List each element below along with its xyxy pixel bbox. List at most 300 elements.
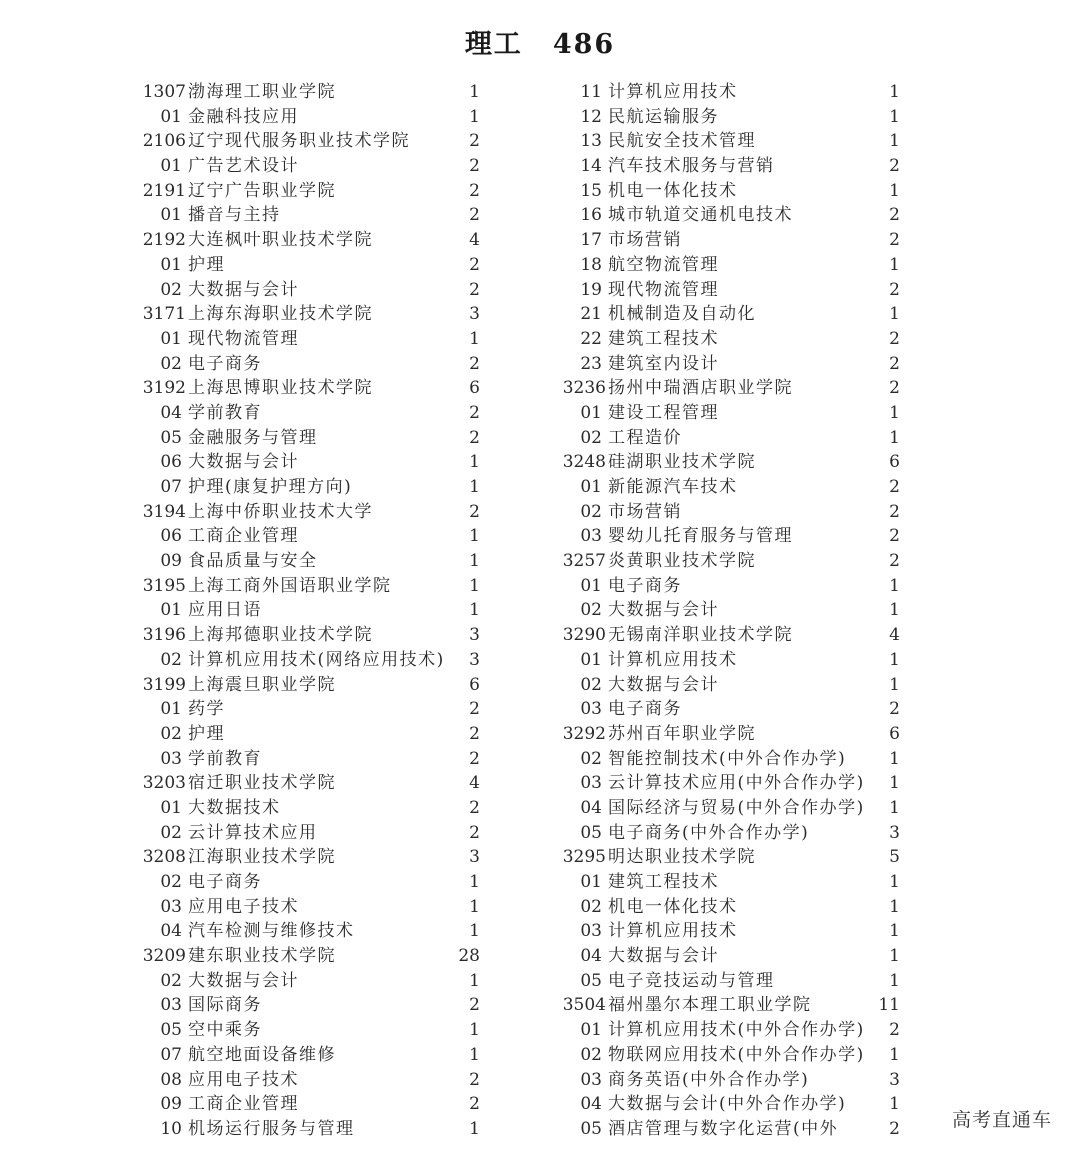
row-name: 国际经济与贸易(中外合作办学): [608, 797, 865, 818]
row-name: 学前教育: [188, 748, 262, 769]
major-row: [560, 598, 900, 623]
row-count: 2: [469, 995, 480, 1016]
row-count: 1: [889, 649, 900, 670]
major-row: [560, 1068, 900, 1093]
row-count: 1: [889, 180, 900, 201]
row-count: 2: [469, 156, 480, 177]
row-name: 航空物流管理: [608, 254, 719, 275]
row-code: 09: [160, 551, 182, 572]
row-code: 2192: [142, 230, 186, 251]
major-row: [560, 870, 900, 895]
major-row: [560, 105, 900, 130]
row-name: 电子商务(中外合作办学): [608, 822, 810, 843]
row-name: 航空地面设备维修: [188, 1044, 336, 1065]
row-count: 3: [469, 847, 480, 868]
row-name: 民航运输服务: [608, 106, 719, 127]
row-count: 4: [469, 773, 480, 794]
row-name: 市场营销: [608, 501, 682, 522]
row-count: 6: [469, 378, 480, 399]
row-count: 6: [889, 452, 900, 473]
row-code: 03: [160, 896, 182, 917]
row-name: 江海职业技术学院: [188, 847, 336, 868]
row-code: 17: [580, 230, 602, 251]
row-code: 03: [160, 995, 182, 1016]
major-row: [140, 105, 480, 130]
major-row: [140, 1092, 480, 1117]
row-name: 计算机应用技术: [608, 82, 738, 102]
major-row: [560, 500, 900, 525]
major-row: [140, 549, 480, 574]
row-code: 02: [160, 723, 182, 744]
row-code: 3208: [142, 847, 186, 868]
row-code: 02: [580, 501, 602, 522]
major-row: [560, 129, 900, 154]
major-row: [560, 228, 900, 253]
major-row: [560, 1117, 900, 1142]
row-name: 计算机应用技术: [608, 921, 738, 942]
row-name: 计算机应用技术(网络应用技术): [188, 649, 445, 670]
right-column: [560, 80, 900, 1142]
row-name: 大数据与会计: [608, 674, 719, 695]
row-count: 6: [889, 723, 900, 744]
major-row: [560, 969, 900, 994]
major-row: [140, 598, 480, 623]
major-row: [560, 327, 900, 352]
row-code: 01: [580, 575, 602, 596]
row-name: 机电一体化技术: [608, 896, 738, 917]
row-name: 炎黄职业技术学院: [608, 551, 756, 572]
school-row: [140, 771, 480, 796]
row-code: 04: [580, 797, 602, 818]
major-row: [560, 154, 900, 179]
row-code: 3257: [562, 551, 606, 572]
row-count: 1: [889, 748, 900, 769]
row-code: 01: [580, 1020, 602, 1041]
major-row: [560, 919, 900, 944]
row-name: 福州墨尔本理工职业学院: [608, 995, 812, 1016]
row-code: 02: [580, 427, 602, 448]
row-name: 渤海理工职业学院: [188, 82, 336, 102]
row-count: 3: [889, 1069, 900, 1090]
row-name: 智能控制技术(中外合作办学): [608, 748, 847, 769]
row-count: 2: [469, 822, 480, 843]
major-row: [140, 253, 480, 278]
row-count: 2: [889, 1020, 900, 1041]
major-row: [140, 993, 480, 1018]
major-row: [140, 895, 480, 920]
row-code: 03: [580, 1069, 602, 1090]
row-count: 1: [469, 106, 480, 127]
row-code: 01: [160, 600, 182, 621]
row-count: 1: [889, 600, 900, 621]
row-code: 04: [160, 921, 182, 942]
watermark: 高考直通车: [951, 1109, 1052, 1131]
row-name: 工商企业管理: [188, 1094, 299, 1115]
row-code: 04: [580, 1094, 602, 1115]
row-count: 1: [889, 427, 900, 448]
row-count: 2: [889, 1118, 900, 1139]
row-name: 金融服务与管理: [188, 427, 318, 448]
row-name: 应用日语: [188, 600, 262, 621]
row-count: 1: [889, 575, 900, 596]
row-count: 2: [889, 279, 900, 300]
row-name: 市场营销: [608, 230, 682, 251]
row-code: 3290: [562, 625, 606, 646]
row-name: 上海邦德职业技术学院: [188, 625, 373, 646]
row-name: 工商企业管理: [188, 526, 299, 547]
school-row: [140, 80, 480, 105]
major-row: [140, 722, 480, 747]
row-name: 辽宁现代服务职业技术学院: [188, 131, 410, 152]
row-code: 02: [580, 748, 602, 769]
row-name: 电子商务: [608, 575, 682, 596]
row-code: 02: [160, 279, 182, 300]
row-name: 建筑工程技术: [608, 872, 719, 892]
row-code: 18: [580, 254, 602, 275]
school-row: [560, 549, 900, 574]
row-code: 05: [580, 1118, 602, 1139]
row-count: 1: [889, 674, 900, 695]
row-code: 05: [160, 427, 182, 448]
major-row: [560, 771, 900, 796]
row-name: 机场运行服务与管理: [188, 1118, 355, 1139]
row-count: 1: [889, 131, 900, 152]
row-code: 3196: [142, 625, 186, 646]
row-count: 2: [469, 427, 480, 448]
major-row: [140, 278, 480, 303]
school-row: [140, 302, 480, 327]
row-count: 1: [469, 551, 480, 572]
row-code: 14: [580, 156, 602, 177]
major-row: [140, 524, 480, 549]
major-row: [140, 203, 480, 228]
school-row: [560, 993, 900, 1018]
row-count: 5: [889, 847, 900, 868]
row-code: 02: [160, 353, 182, 374]
major-row: [140, 352, 480, 377]
major-row: [140, 919, 480, 944]
row-count: 2: [469, 205, 480, 226]
row-code: 3195: [142, 575, 186, 596]
major-row: [140, 1068, 480, 1093]
row-count: 1: [469, 896, 480, 917]
row-count: 1: [469, 82, 480, 102]
major-row: [560, 821, 900, 846]
school-row: [140, 500, 480, 525]
major-row: [140, 648, 480, 673]
row-count: 2: [469, 353, 480, 374]
row-name: 建东职业技术学院: [188, 946, 336, 967]
row-code: 02: [160, 872, 182, 892]
row-code: 02: [580, 1044, 602, 1065]
row-name: 建设工程管理: [608, 402, 719, 423]
row-count: 2: [889, 353, 900, 374]
row-name: 播音与主持: [188, 205, 281, 226]
major-row: [560, 401, 900, 426]
row-name: 金融科技应用: [188, 106, 299, 127]
row-count: 28: [458, 946, 480, 967]
row-code: 04: [160, 402, 182, 423]
row-count: 1: [469, 452, 480, 473]
row-code: 01: [160, 254, 182, 275]
row-code: 02: [580, 896, 602, 917]
row-count: 2: [469, 797, 480, 818]
row-count: 2: [889, 328, 900, 349]
row-name: 上海思博职业技术学院: [188, 378, 373, 399]
row-code: 04: [580, 946, 602, 967]
school-row: [140, 623, 480, 648]
major-row: [140, 969, 480, 994]
row-code: 03: [580, 699, 602, 720]
row-count: 6: [469, 674, 480, 695]
row-count: 1: [889, 254, 900, 275]
row-code: 3295: [562, 847, 606, 868]
row-count: 1: [469, 526, 480, 547]
row-count: 1: [889, 82, 900, 102]
row-name: 机电一体化技术: [608, 180, 738, 201]
row-name: 药学: [188, 699, 225, 720]
row-code: 2191: [142, 180, 186, 201]
row-code: 03: [580, 773, 602, 794]
left-column: [140, 80, 480, 1142]
row-code: 1307: [142, 82, 186, 102]
row-count: 1: [889, 896, 900, 917]
school-row: [140, 845, 480, 870]
row-count: 1: [889, 872, 900, 892]
row-count: 2: [469, 1069, 480, 1090]
major-row: [560, 426, 900, 451]
row-name: 物联网应用技术(中外合作办学): [608, 1044, 865, 1065]
row-code: 3171: [142, 304, 186, 325]
row-code: 23: [580, 353, 602, 374]
row-count: 1: [469, 328, 480, 349]
major-row: [140, 1117, 480, 1142]
row-count: 4: [889, 625, 900, 646]
row-count: 1: [889, 946, 900, 967]
school-row: [560, 623, 900, 648]
row-name: 大数据与会计: [188, 970, 299, 991]
row-code: 06: [160, 526, 182, 547]
row-code: 05: [580, 970, 602, 991]
major-row: [560, 895, 900, 920]
row-code: 03: [580, 526, 602, 547]
row-count: 2: [889, 526, 900, 547]
row-count: 2: [889, 551, 900, 572]
row-code: 12: [580, 106, 602, 127]
major-row: [140, 821, 480, 846]
row-count: 4: [469, 230, 480, 251]
school-row: [560, 722, 900, 747]
row-name: 工程造价: [608, 427, 682, 448]
major-row: [140, 697, 480, 722]
row-name: 建筑工程技术: [608, 328, 719, 349]
row-count: 1: [889, 921, 900, 942]
major-row: [560, 673, 900, 698]
row-code: 09: [160, 1094, 182, 1115]
major-row: [560, 524, 900, 549]
school-row: [560, 376, 900, 401]
major-row: [560, 796, 900, 821]
major-row: [140, 1043, 480, 1068]
row-count: 1: [889, 1044, 900, 1065]
row-code: 01: [160, 156, 182, 177]
major-row: [560, 648, 900, 673]
row-code: 01: [160, 106, 182, 127]
row-code: 3192: [142, 378, 186, 399]
row-name: 酒店管理与数字化运营(中外: [608, 1118, 839, 1139]
major-row: [140, 747, 480, 772]
row-name: 汽车技术服务与营销: [608, 156, 775, 177]
major-row: [140, 426, 480, 451]
page-title: [0, 22, 1080, 61]
major-row: [560, 1092, 900, 1117]
row-count: 1: [469, 600, 480, 621]
row-count: 1: [889, 797, 900, 818]
row-code: 02: [580, 674, 602, 695]
row-count: 2: [469, 180, 480, 201]
school-row: [140, 673, 480, 698]
row-name: 上海中侨职业技术大学: [188, 501, 373, 522]
row-name: 机械制造及自动化: [608, 304, 756, 325]
row-count: 2: [889, 699, 900, 720]
row-count: 3: [469, 625, 480, 646]
row-code: 07: [160, 477, 182, 497]
row-name: 计算机应用技术(中外合作办学): [608, 1020, 865, 1041]
major-row: [140, 870, 480, 895]
row-code: 10: [160, 1118, 182, 1139]
title-score: 486: [552, 29, 616, 60]
row-count: 11: [878, 995, 900, 1016]
row-name: 大连枫叶职业技术学院: [188, 230, 373, 251]
row-code: 02: [160, 822, 182, 843]
major-row: [560, 1018, 900, 1043]
row-code: 3199: [142, 674, 186, 695]
row-code: 2106: [142, 131, 186, 152]
row-code: 16: [580, 205, 602, 226]
row-name: 电子商务: [188, 353, 262, 374]
row-name: 苏州百年职业学院: [608, 723, 756, 744]
major-row: [560, 179, 900, 204]
row-name: 护理(康复护理方向): [188, 477, 353, 497]
row-name: 新能源汽车技术: [608, 477, 738, 497]
row-name: 大数据与会计: [608, 946, 719, 967]
row-code: 01: [580, 402, 602, 423]
row-name: 计算机应用技术: [608, 649, 738, 670]
row-name: 大数据与会计: [188, 452, 299, 473]
row-count: 1: [889, 106, 900, 127]
row-code: 21: [580, 304, 602, 325]
row-name: 护理: [188, 254, 225, 275]
major-row: [140, 475, 480, 500]
school-row: [560, 450, 900, 475]
row-count: 2: [469, 254, 480, 275]
row-count: 3: [889, 822, 900, 843]
row-name: 应用电子技术: [188, 1069, 299, 1090]
row-count: 3: [469, 649, 480, 670]
row-count: 2: [469, 402, 480, 423]
row-name: 硅湖职业技术学院: [608, 452, 756, 473]
row-count: 2: [469, 1094, 480, 1115]
row-code: 13: [580, 131, 602, 152]
row-count: 3: [469, 304, 480, 325]
row-count: 1: [889, 1094, 900, 1115]
row-name: 电子竞技运动与管理: [608, 970, 775, 991]
school-row: [140, 944, 480, 969]
row-name: 商务英语(中外合作办学): [608, 1069, 810, 1090]
major-row: [140, 1018, 480, 1043]
row-name: 电子商务: [608, 699, 682, 720]
major-row: [560, 747, 900, 772]
row-code: 3203: [142, 773, 186, 794]
major-row: [560, 697, 900, 722]
row-name: 明达职业技术学院: [608, 847, 756, 868]
row-name: 无锡南洋职业技术学院: [608, 625, 793, 646]
row-code: 3504: [562, 995, 606, 1016]
row-count: 1: [469, 477, 480, 497]
major-row: [140, 796, 480, 821]
row-code: 01: [580, 649, 602, 670]
row-code: 01: [160, 205, 182, 226]
major-row: [140, 327, 480, 352]
row-count: 1: [889, 970, 900, 991]
row-name: 应用电子技术: [188, 896, 299, 917]
row-count: 2: [889, 378, 900, 399]
row-name: 现代物流管理: [608, 279, 719, 300]
row-name: 云计算技术应用: [188, 822, 318, 843]
school-row: [140, 376, 480, 401]
row-code: 01: [580, 477, 602, 497]
row-count: 2: [469, 279, 480, 300]
row-code: 02: [160, 970, 182, 991]
row-code: 07: [160, 1044, 182, 1065]
row-name: 食品质量与安全: [188, 551, 318, 572]
row-count: 1: [469, 575, 480, 596]
row-name: 现代物流管理: [188, 328, 299, 349]
row-code: 08: [160, 1069, 182, 1090]
row-count: 2: [469, 501, 480, 522]
row-count: 2: [889, 205, 900, 226]
row-count: 2: [469, 748, 480, 769]
major-row: [560, 475, 900, 500]
row-count: 2: [889, 501, 900, 522]
row-name: 学前教育: [188, 402, 262, 423]
school-row: [140, 179, 480, 204]
row-name: 建筑室内设计: [608, 353, 719, 374]
major-row: [560, 278, 900, 303]
row-count: 1: [889, 304, 900, 325]
row-code: 19: [580, 279, 602, 300]
row-name: 云计算技术应用(中外合作办学): [608, 773, 865, 794]
major-row: [560, 574, 900, 599]
row-name: 大数据技术: [188, 797, 281, 818]
row-name: 护理: [188, 723, 225, 744]
major-row: [560, 302, 900, 327]
row-count: 2: [889, 156, 900, 177]
row-count: 1: [889, 773, 900, 794]
row-code: 01: [580, 872, 602, 892]
major-row: [560, 80, 900, 105]
row-name: 电子商务: [188, 872, 262, 892]
row-name: 辽宁广告职业学院: [188, 180, 336, 201]
row-count: 1: [469, 921, 480, 942]
row-code: 01: [160, 699, 182, 720]
row-code: 15: [580, 180, 602, 201]
row-code: 22: [580, 328, 602, 349]
row-code: 3194: [142, 501, 186, 522]
row-name: 大数据与会计(中外合作办学): [608, 1094, 847, 1115]
row-name: 大数据与会计: [188, 279, 299, 300]
row-count: 2: [469, 699, 480, 720]
